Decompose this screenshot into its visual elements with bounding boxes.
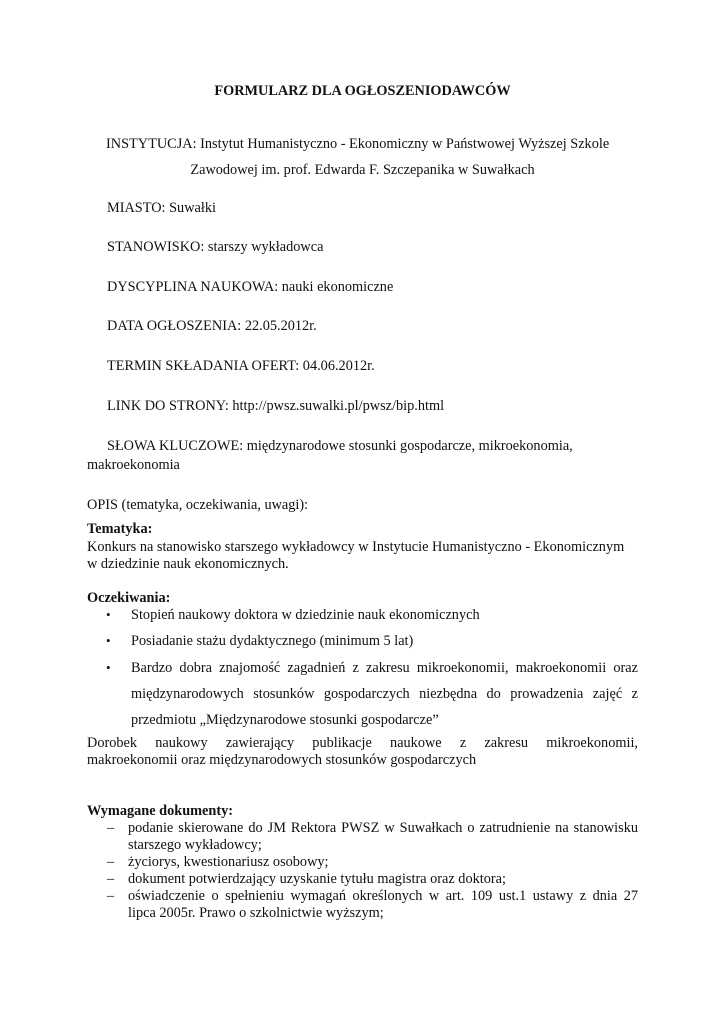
list-item-line: Bardzo dobra znajomość zagadnień z zakresu mikroekonomii, makroekonomii oraz (131, 660, 638, 676)
keywords-field-continued: makroekonomia (87, 457, 180, 473)
bullet-icon: • (106, 633, 111, 648)
topic-heading: Tematyka: (87, 521, 153, 537)
position-field: STANOWISKO: starszy wykładowca (107, 239, 324, 255)
list-item-line: oświadczenie o spełnieniu wymagań określonych w art. 109 ust.1 ustawy z dnia 27 (128, 888, 638, 904)
list-item-text: dokument potwierdzający uzyskanie tytułu magistra oraz doktora; (128, 871, 506, 887)
paragraph-line: makroekonomii oraz międzynarodowych stosunków gospodarczych (87, 752, 477, 768)
expectations-heading: Oczekiwania: (87, 590, 171, 606)
institution-line-2: Zawodowej im. prof. Edwarda F. Szczepanika w Suwałkach (190, 162, 535, 178)
dash-icon: – (107, 854, 115, 870)
scientific-output-paragraph (87, 735, 638, 769)
announcement-date-field: DATA OGŁOSZENIA: 22.05.2012r. (107, 318, 317, 334)
link-field: LINK DO STRONY: http://pwsz.suwalki.pl/pwsz/bip.html (107, 398, 445, 414)
institution-line-1: INSTYTUCJA: Instytut Humanistyczno - Ekonomiczny w Państwowej Wyższej Szkole (106, 136, 610, 152)
dash-icon: – (107, 888, 115, 904)
topic-text-line-1: Konkurs na stanowisko starszego wykładowcy w Instytucie Humanistyczno - Ekonomicznym (87, 539, 625, 555)
list-item-text (128, 820, 638, 854)
list-item-line: przedmiotu „Międzynarodowe stosunki gospodarcze” (131, 712, 439, 728)
city-field: MIASTO: Suwałki (107, 200, 216, 216)
list-item-line: starszego wykładowcy; (128, 837, 262, 853)
paragraph-line: Dorobek naukowy zawierający publikacje naukowe z zakresu mikroekonomii, (87, 735, 638, 751)
bullet-icon: • (106, 660, 111, 675)
list-item-text: życiorys, kwestionariusz osobowy; (128, 854, 329, 870)
keywords-field: SŁOWA KLUCZOWE: międzynarodowe stosunki gospodarcze, mikroekonomia, (107, 438, 573, 454)
documents-heading: Wymagane dokumenty: (87, 803, 234, 819)
discipline-field: DYSCYPLINA NAUKOWA: nauki ekonomiczne (107, 279, 394, 295)
list-item-text: Stopień naukowy doktora w dziedzinie nauk ekonomicznych (131, 607, 480, 623)
description-label: OPIS (tematyka, oczekiwania, uwagi): (87, 497, 309, 513)
list-item-text (131, 655, 638, 733)
list-item-line: międzynarodowych stosunków gospodarczych niezbędna do prowadzenia zajęć z (131, 686, 638, 702)
list-item-line: podanie skierowane do JM Rektora PWSZ w Suwałkach o zatrudnienie na stanowisku (128, 820, 638, 836)
dash-icon: – (107, 871, 115, 887)
dash-icon: – (107, 820, 115, 836)
list-item-text: Posiadanie stażu dydaktycznego (minimum 5 lat) (131, 633, 414, 649)
list-item-text (128, 888, 638, 922)
bullet-icon: • (106, 607, 111, 622)
list-item-line: lipca 2005r. Prawo o szkolnictwie wyższym; (128, 905, 384, 921)
topic-text-line-2: w dziedzinie nauk ekonomicznych. (87, 556, 289, 572)
deadline-field: TERMIN SKŁADANIA OFERT: 04.06.2012r. (107, 358, 375, 374)
page-title: FORMULARZ DLA OGŁOSZENIODAWCÓW (214, 83, 511, 99)
